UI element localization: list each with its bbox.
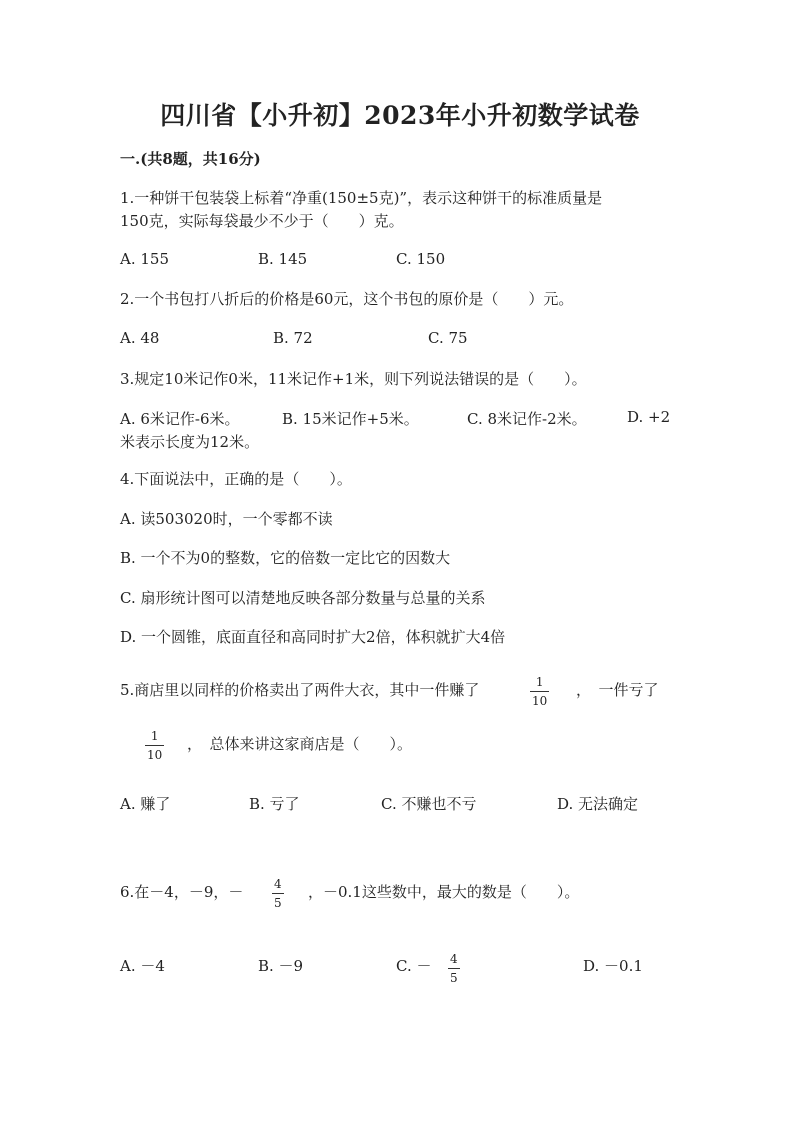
fraction-bar (272, 893, 284, 894)
question-5-fraction-loss (145, 729, 164, 762)
question-6-fraction (272, 877, 284, 910)
question-1-option-a: A. 155 (120, 250, 169, 268)
question-3-option-c: C. 8米记作-2米。 (467, 410, 587, 428)
fraction-bar (530, 691, 549, 692)
question-3-option-a: A. 6米记作-6米。 (120, 410, 240, 428)
question-3-option-d: D. +2 (627, 408, 671, 426)
question-3-option-b: B. 15米记作+5米。 (282, 410, 419, 428)
fraction-bar (145, 745, 164, 746)
question-3-text: 3.规定10米记作0米，11米记作+1米，则下列说法错误的是（ ）。 (120, 370, 587, 388)
question-5-fraction-gain (530, 675, 549, 708)
question-6-option-a: A. －4 (120, 957, 165, 975)
question-1-option-c: C. 150 (396, 250, 446, 268)
question-6-option-b: B. －9 (258, 957, 304, 975)
question-5-text-part-1: 5.商店里以同样的价格卖出了两件大衣，其中一件赚了 (120, 681, 480, 699)
question-4-option-a: A. 读503020时，一个零都不读 (120, 510, 333, 528)
question-5-option-b: B. 亏了 (249, 795, 300, 813)
fraction-numerator: 4 (274, 877, 282, 891)
question-2-text: 2.一个书包打八折后的价格是60元，这个书包的原价是（ ）元。 (120, 290, 574, 308)
fraction-numerator: 1 (150, 729, 159, 743)
question-4-text: 4.下面说法中，正确的是（ ）。 (120, 470, 352, 488)
question-2-option-c: C. 75 (428, 329, 468, 347)
fraction-numerator: 4 (450, 952, 458, 966)
question-5-option-d: D. 无法确定 (557, 795, 639, 813)
question-6-text-part-1: 6.在－4，－9，－ (120, 883, 244, 901)
fraction-numerator: 1 (535, 675, 544, 689)
question-5-text-part-3: ， 总体来讲这家商店是（ ）。 (187, 735, 413, 753)
question-5-text-part-2: ， 一件亏了 (576, 681, 659, 699)
question-5-option-c: C. 不赚也不亏 (381, 795, 477, 813)
question-6-option-c: C. － (396, 957, 432, 975)
question-3-option-d-continued: 米表示长度为12米。 (120, 433, 260, 451)
fraction-denominator: 10 (147, 748, 163, 762)
section-heading: 一.(共8题，共16分) (120, 150, 261, 168)
question-1-option-b: B. 145 (258, 250, 308, 268)
question-2-option-a: A. 48 (120, 329, 160, 347)
fraction-bar (448, 968, 460, 969)
question-6-text-part-2: ，－0.1这些数中，最大的数是（ ）。 (308, 883, 580, 901)
question-1-line-2: 150克，实际每袋最少不少于（ ）克。 (120, 212, 404, 230)
fraction-denominator: 5 (274, 896, 282, 910)
question-5-option-a: A. 赚了 (120, 795, 171, 813)
page-title: 四川省【小升初】2023年小升初数学试卷 (160, 101, 640, 130)
fraction-denominator: 5 (450, 971, 458, 985)
question-1-line-1: 1.一种饼干包装袋上标着“净重(150±5克)”，表示这种饼干的标准质量是 (120, 189, 603, 207)
question-2-option-b: B. 72 (273, 329, 313, 347)
question-4-option-d: D. 一个圆锥，底面直径和高同时扩大2倍，体积就扩大4倍 (120, 628, 506, 646)
question-6-option-c-fraction (448, 952, 460, 985)
fraction-denominator: 10 (532, 694, 548, 708)
question-6-option-d: D. －0.1 (583, 957, 643, 975)
question-4-option-b: B. 一个不为0的整数，它的倍数一定比它的因数大 (120, 549, 451, 567)
question-4-option-c: C. 扇形统计图可以清楚地反映各部分数量与总量的关系 (120, 589, 486, 607)
